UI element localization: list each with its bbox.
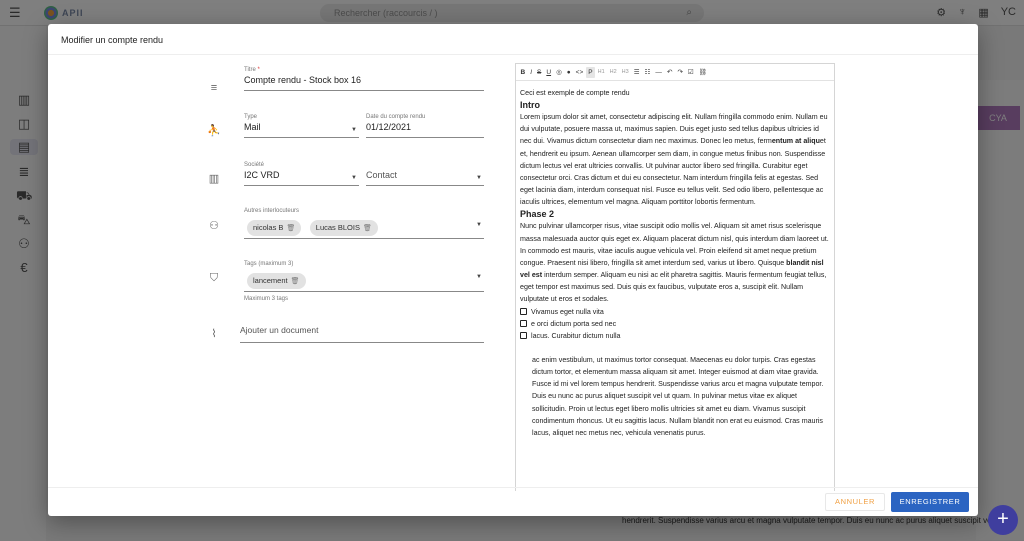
divider bbox=[48, 54, 978, 55]
add-document-label: Ajouter un document bbox=[240, 325, 319, 335]
chip[interactable] bbox=[247, 273, 306, 289]
underline bbox=[366, 185, 484, 186]
dropdown-arrow-icon: ▼ bbox=[476, 274, 482, 280]
bold-button[interactable]: B bbox=[520, 68, 526, 76]
checklist-item[interactable] bbox=[520, 318, 830, 330]
bullet-list-icon[interactable]: ☰ bbox=[633, 68, 640, 76]
edit-report-dialog bbox=[48, 24, 978, 516]
tags-hint: Maximum 3 tags bbox=[244, 296, 289, 302]
h2-button[interactable]: H2 bbox=[609, 68, 617, 75]
interlocutors-select[interactable] bbox=[244, 208, 484, 239]
underline-button[interactable]: U bbox=[546, 68, 552, 76]
checkbox[interactable] bbox=[520, 308, 527, 315]
checklist-icon[interactable]: ☑ bbox=[687, 68, 694, 76]
date-label: Date du compte rendu bbox=[366, 114, 426, 120]
interlocutor-chips bbox=[244, 217, 484, 236]
checklist-label: lacus. Curabitur dictum nulla bbox=[531, 331, 621, 340]
person-running-icon: ⛹ bbox=[207, 125, 221, 137]
checklist-item[interactable] bbox=[520, 306, 830, 318]
type-label: Type bbox=[244, 114, 258, 120]
redo-icon[interactable]: ↷ bbox=[677, 68, 683, 76]
dropdown-arrow-icon: ▼ bbox=[351, 127, 357, 133]
date-field[interactable] bbox=[366, 114, 484, 138]
chip-label: lancement bbox=[253, 276, 288, 285]
underline bbox=[244, 238, 484, 239]
underline bbox=[244, 291, 484, 292]
contact-placeholder: Contact bbox=[366, 170, 398, 180]
underline bbox=[366, 137, 484, 138]
tag-chips bbox=[244, 270, 484, 289]
title-field[interactable] bbox=[244, 67, 484, 91]
company-label: Société bbox=[244, 162, 265, 168]
underline bbox=[244, 90, 484, 91]
cancel-button[interactable]: ANNULER bbox=[825, 493, 885, 511]
tags-select[interactable] bbox=[244, 261, 484, 292]
interlocutors-label: Autres interlocuteurs bbox=[244, 208, 300, 214]
title-value: Compte rendu - Stock box 16 bbox=[244, 75, 362, 85]
checklist-label: e orci dictum porta sed nec bbox=[531, 319, 617, 328]
checklist-label: Vivamus eget nulla vita bbox=[531, 307, 604, 316]
dialog-title: Modifier un compte rendu bbox=[61, 35, 164, 45]
tags-label: Tags (maximum 3) bbox=[244, 261, 294, 267]
dropdown-arrow-icon: ▼ bbox=[476, 222, 482, 228]
editor-content[interactable] bbox=[516, 81, 834, 439]
dropdown-arrow-icon: ▼ bbox=[351, 175, 357, 181]
heading-phase2: Phase 2 bbox=[520, 209, 555, 220]
paragraph: Nunc pulvinar ullamcorper risus, vitae suscipit odio mollis vel. Aliquam sit amet risus scelerisque massa malesuada auctor quis eget ex. Aliquam placerat dictum nisl, quis interdum diam laoreet ut. In commodo est mauris, vitae iaculis augue vehicula vel. Proin eleifend sit amet neque pretium congue. Praesent nisi libero, fringilla sit amet interdum sed, varius ut libero. Quisque blandit nisl vel est interdum semper. Aliquam eu nisi ac elit pharetra sagittis. Mauris fermentum feugiat tellus, eget tempor est maximus sed. Duis quis ex faucibus, vulputate eros a, suscipit elit. Nullam vulputate ut eros et sodales. bbox=[520, 222, 829, 304]
paragraph: ac enim vestibulum, ut maximus tortor consequat. Maecenas eu dolor turpis. Cras egestas dictum tortor, et elementum massa aliquam sit amet. Integer euismod at diam vitae gravida. Fusce id mi vel lorem tempus hendrerit. Suspendisse varius arcu et magna vulputate tempor. Duis eu nunc ac purus aliquet suscipit vel ut quam. In pulvinar metus vitae ex aliquet sollicitudin. Proin ut lectus eget libero mollis ultricies sit amet eu diam. Vivamus suscipit condimentum rhoncus. Ut eu sagittis lacus. Nullam blandit non erat eu euismod. Cras mauris lacus, aliquet nec metus nec, vehicula venenatis purus. bbox=[532, 355, 824, 437]
add-document-field[interactable] bbox=[240, 323, 484, 343]
paragraph-button[interactable]: P bbox=[586, 67, 595, 78]
code-icon[interactable]: <> bbox=[575, 68, 584, 76]
checkbox[interactable] bbox=[520, 332, 527, 339]
contact-label bbox=[366, 162, 484, 168]
dropdown-arrow-icon: ▼ bbox=[476, 175, 482, 181]
tag-icon: ⛉ bbox=[209, 272, 219, 284]
company-value: I2C VRD bbox=[244, 170, 280, 180]
underline bbox=[244, 185, 359, 186]
title-label: Titre * bbox=[244, 67, 260, 73]
delete-icon[interactable]: 🗑 bbox=[290, 277, 300, 285]
paragraph: Lorem ipsum dolor sit amet, consectetur adipiscing elit. Nullam fringilla commodo enim. Nullam eu dui vulputate, posuere massa ut, maximus sapien. Duis eget justo sed tellus dapibus ultricies id nec dui. Vivamus dictum consectetur diam nec maximus. Donec leo metus, fermentum at aliquet et, hendrerit eu ipsum. Aenean ullamcorper sem diam, in congue metus finibus non. Suspendisse dictum lectus vel erat ultricies convallis. Ut pulvinar auctor libero sed fringilla. Curabitur eget consectetur orci. Cras dictum et dui eu consectetur. Nam interdum fringilla felis at egestas. Sed eget lacinia diam, interdum consequat nisl. Fusce eu tellus velit. Sed odio libero, pellentesque ac iaculis ultrices, elementum vel magna. Aliquam porttitor lobortis fermentum. bbox=[520, 113, 828, 207]
building-icon: ▥ bbox=[208, 173, 220, 185]
text-color-icon[interactable]: ● bbox=[566, 68, 571, 76]
group-icon: ⚇ bbox=[209, 220, 219, 232]
h1-button[interactable]: H1 bbox=[597, 68, 605, 75]
rich-text-editor[interactable] bbox=[515, 63, 835, 491]
checkbox[interactable] bbox=[520, 320, 527, 327]
type-value: Mail bbox=[244, 122, 261, 132]
contact-select[interactable] bbox=[366, 162, 484, 186]
divider bbox=[48, 487, 978, 488]
text-lines-icon: ≡ bbox=[210, 82, 218, 94]
heading-intro: Intro bbox=[520, 100, 540, 111]
editor-toolbar bbox=[516, 64, 834, 81]
delete-icon[interactable]: 🗑 bbox=[362, 224, 372, 232]
link-icon[interactable]: ⛓ bbox=[698, 68, 707, 76]
date-value: 01/12/2021 bbox=[366, 122, 412, 132]
company-select[interactable] bbox=[244, 162, 359, 186]
chip-label: nicolas B bbox=[253, 223, 284, 232]
add-fab-button[interactable]: + bbox=[988, 505, 1018, 535]
undo-icon[interactable]: ↶ bbox=[666, 68, 673, 76]
ordered-list-icon[interactable]: ☷ bbox=[644, 68, 651, 76]
type-select[interactable] bbox=[244, 114, 359, 138]
strike-button[interactable]: S bbox=[537, 68, 542, 76]
delete-icon[interactable]: 🗑 bbox=[286, 224, 296, 232]
chip[interactable] bbox=[310, 220, 378, 236]
clear-format-icon[interactable]: ◎ bbox=[556, 68, 562, 76]
paperclip-icon: ⌇ bbox=[211, 328, 217, 340]
horizontal-rule-icon[interactable]: — bbox=[655, 68, 662, 76]
italic-button[interactable]: I bbox=[530, 68, 533, 76]
intro-line: Ceci est exemple de compte rendu bbox=[520, 89, 630, 97]
underline bbox=[240, 342, 484, 343]
underline bbox=[244, 137, 359, 138]
save-button[interactable]: ENREGISTRER bbox=[891, 492, 969, 512]
checklist-item[interactable] bbox=[520, 330, 830, 342]
chip[interactable] bbox=[247, 220, 301, 236]
h3-button[interactable]: H3 bbox=[621, 68, 629, 75]
chip-label: Lucas BLOIS bbox=[315, 223, 360, 232]
